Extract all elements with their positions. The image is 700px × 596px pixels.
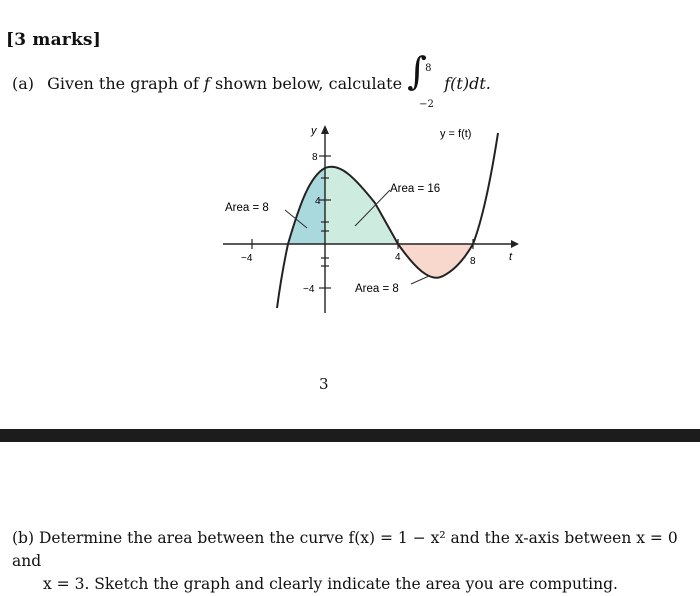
question-b-label: (b) (12, 529, 35, 547)
area-label-left: Area = 8 (225, 202, 269, 214)
x-tick-label: −4 (241, 253, 253, 264)
question-a-text-after: shown below, calculate (214, 74, 403, 93)
area-region-middle (325, 167, 398, 244)
curve-label: y = f(t) (440, 128, 472, 140)
page-divider (0, 429, 700, 442)
y-axis-label: y (311, 125, 317, 137)
x-axis-arrow (511, 240, 519, 248)
marks-label: [3 marks] (6, 30, 101, 50)
question-a (12, 48, 491, 110)
page-number: 3 (319, 375, 329, 393)
x-tick-label: 8 (470, 256, 476, 267)
question-b (12, 527, 692, 596)
y-tick-label: 4 (315, 196, 321, 207)
question-a-text-before: Given the graph of (47, 74, 199, 93)
integral-lower-limit: −2 (419, 98, 434, 110)
area-label-negative: Area = 8 (355, 283, 399, 295)
y-axis-arrow (321, 125, 329, 134)
function-graph (215, 118, 525, 318)
integral-sign: ∫ 8 −2 (407, 73, 439, 97)
integral-upper-limit: 8 (425, 62, 432, 74)
question-a-label: (a) (12, 74, 35, 93)
question-b-line-1 (12, 527, 692, 573)
function-name: f (203, 74, 210, 93)
x-tick-label: 4 (395, 252, 401, 263)
integrand: f(t)dt. (444, 74, 491, 93)
area-label-middle: Area = 16 (390, 183, 441, 195)
question-b-text: Determine the area between the curve f(x) = 1 − x² and the x-axis between x = 0 and (12, 529, 678, 570)
y-tick-label: −4 (303, 284, 315, 295)
question-b-line-2: x = 3. Sketch the graph and clearly indicate the area you are computing. (43, 575, 618, 593)
x-axis-label: t (509, 251, 513, 263)
y-tick-label: 8 (312, 152, 318, 163)
